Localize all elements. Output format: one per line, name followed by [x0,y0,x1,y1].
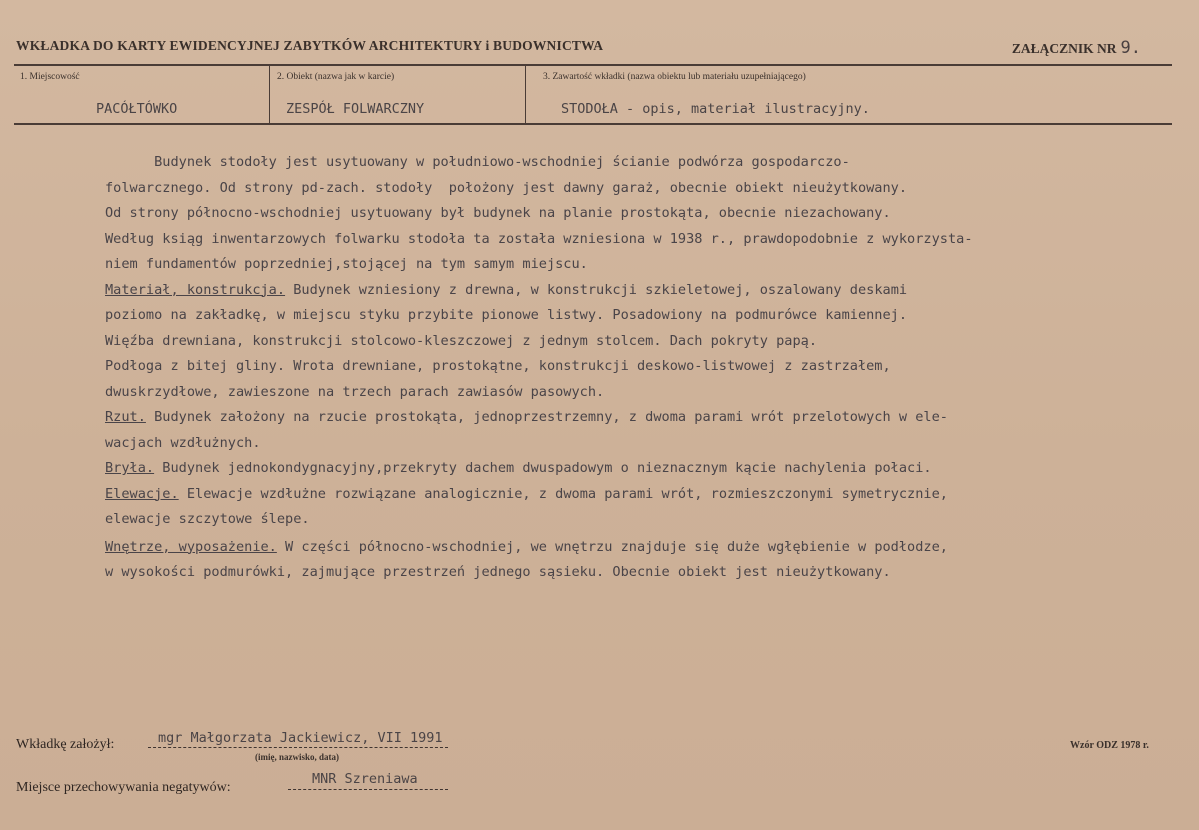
bottom-rule [14,123,1172,125]
form-code: Wzór ODZ 1978 r. [1070,740,1149,751]
author-line [148,747,448,748]
place-value: PACÓŁTÓWKO [96,101,178,117]
text-line: Elewacje. Elewacje wzdłużne rozwiązane analogicznie, z dwoma parami wrót, rozmieszczonymi symetrycznie, [105,485,948,502]
section-heading: Elewacje. [105,485,179,502]
text-line: Więźba drewniana, konstrukcji stolcowo-kleszczowej z jednym stolcem. Dach pokryty papą. [105,332,818,349]
text-line: elewacje szczytowe ślepe. [105,511,310,527]
text-line: Materiał, konstrukcja. Budynek wzniesiony z drewna, w konstrukcji szkieletowej, oszalowany deskami [105,281,908,298]
divider-2 [525,66,526,123]
section-heading: Bryła. [105,460,155,476]
text-line: Rzut. Budynek założony na rzucie prostokąta, jednoprzestrzemny, z dwoma parami wrót przelotowych w ele- [105,409,948,425]
object-label: 2. Obiekt (nazwa jak w karcie) [277,72,395,82]
negatives-label: Miejsce przechowywania negatywów: [16,780,231,795]
text-line: wacjach wzdłużnych. [105,434,261,451]
description-text [105,150,1185,586]
text-line: poziomo na zakładkę, w miejscu styku przybite pionowe listwy. Posadowiony na podmurówce kamiennej. [105,307,908,323]
content-label: 3. Zawartość wkładki (nazwa obiektu lub materiału uzupełniającego) [543,72,806,82]
annex-number-value: 9. [1120,38,1141,58]
text-line: Wnętrze, wyposażenie. W części północno-wschodniej, we wnętrzu znajduje się duże wgłębienie w podłodze, [105,538,948,555]
top-rule [14,64,1172,66]
text-line: Od strony północno-wschodniej usytuowany był budynek na planie prostokąta, obecnie niezachowany. [105,205,891,221]
form-title: WKŁADKA DO KARTY EWIDENCYJNEJ ZABYTKÓW ARCHITEKTURY i BUDOWNICTWA [16,38,604,53]
section-heading: Wnętrze, wyposażenie. [105,538,277,555]
annex-number [1012,38,1141,58]
annex-label: ZAŁĄCZNIK NR [1011,41,1117,56]
author-hint: (imię, nazwisko, data) [255,752,339,762]
section-heading: Materiał, konstrukcja. [105,281,286,298]
text-line: Bryła. Budynek jednokondygnacyjny,przekryty dachem dwuspadowym o nieznacznym kącie nachylenia połaci. [105,460,932,476]
text-line: Według ksiąg inwentarzowych folwarku stodoła ta została wzniesiona w 1938 r., prawdopodobnie z wykorzysta- [105,230,973,247]
text-line: dwuskrzydłowe, zawieszone na trzech parach zawiasów pasowych. [105,383,605,400]
section-heading: Rzut. [105,409,146,425]
negatives-value: MNR Szreniawa [312,771,418,787]
content-value: STODOŁA - opis, materiał ilustracyjny. [561,101,870,117]
place-label: 1. Miejscowość [20,72,80,82]
author-label: Wkładkę założył: [16,737,115,752]
object-value: ZESPÓŁ FOLWARCZNY [286,101,425,117]
text-line: folwarcznego. Od strony pd-zach. stodoły położony jest dawny garaż, obecnie obiekt nieużytkowany. [105,179,908,196]
text-line: w wysokości podmurówki, zajmujące przestrzeń jednego sąsieku. Obecnie obiekt jest nieużytkowany. [105,564,891,580]
divider-1 [269,66,270,123]
author-value: mgr Małgorzata Jackiewicz, VII 1991 [158,730,443,746]
text-line: niem fundamentów poprzedniej,stojącej na tym samym miejscu. [105,256,588,272]
text-line: Podłoga z bitej gliny. Wrota drewniane, prostokątne, konstrukcji deskowo-listwowej z zastrzałem, [105,358,891,374]
text-line: Budynek stodoły jest usytuowany w południowo-wschodniej ścianie podwórza gospodarczo- [105,154,850,170]
negatives-line [288,789,448,790]
